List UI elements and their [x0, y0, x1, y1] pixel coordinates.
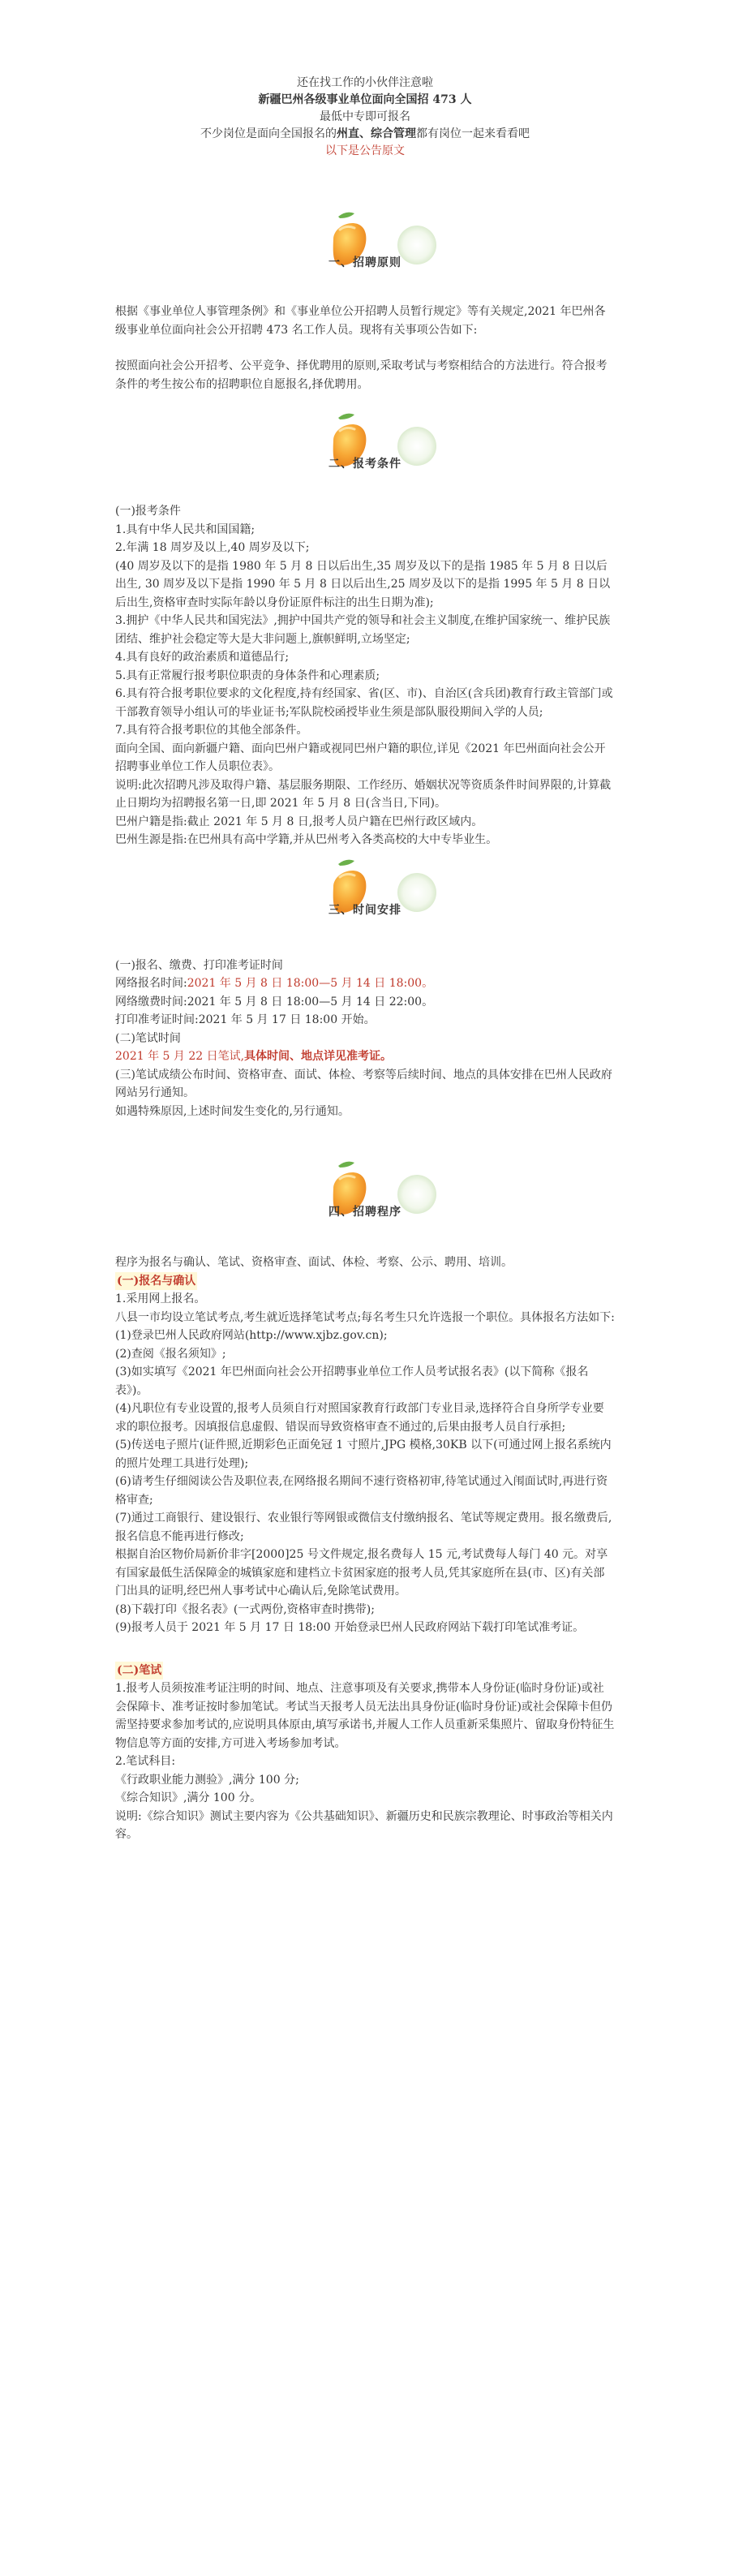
s4-line: 《综合知识》,满分 100 分。 [115, 1791, 262, 1804]
intro-line-4-c: 都有岗位一起来看看吧 [416, 127, 530, 140]
intro-line-5: 以下是公告原文 [325, 144, 405, 157]
s4-heading-2-text: (二)笔试 [115, 1662, 163, 1680]
intro-block [0, 0, 730, 160]
section-3-content [0, 957, 730, 1121]
s4-line: 1.报考人员须按准考证注明的时间、地点、注意事项及有关要求,携带本人身份证(临时身份证)或社会保障卡、准考证按时参加笔试。考试当天报考人员无法出具身份证(临时身份证)或社会保障卡但仍需坚持要求参加考试的,应说明具体原由,填写承诺书,并履人工作人员重新采集照片、留取身份特征生物信息等方面的安排,方可进入考场参加考试。 [115, 1682, 615, 1750]
s3-line: (三)笔试成绩公布时间、资格审查、面试、体检、考察等后续时间、地点的具体安排在巴州人民政府网站另行通知。 [115, 1068, 612, 1099]
s3-exam-note: 具体时间、地点详见准考证。 [244, 1050, 393, 1063]
s4-line: (9)报考人员于 2021 年 5 月 17 日 18:00 开始登录巴州人民政府网站下载打印笔试准考证。 [115, 1621, 585, 1634]
section-2-content [0, 502, 730, 849]
s4-line: (1)登录巴州人民政府网站(http://www.xjbz.gov.cn); [115, 1329, 388, 1342]
s4-heading-1 [115, 1272, 615, 1291]
s4-line: (8)下载打印《报名表》(一式两份,资格审查时携带); [115, 1602, 375, 1616]
section-4-header [0, 1155, 730, 1229]
s3-line-registration [115, 974, 615, 993]
s4-line: (6)请考生仔细阅读公告及职位表,在网络报名期间不速行资格初审,待笔试通过入闱面试时,再进行资格审查; [115, 1475, 608, 1507]
section-3-title: 三、时间安排 [328, 903, 402, 917]
s2-line: 7.具有符合报考职位的其他全部条件。 [115, 724, 308, 737]
s4-line: 2.笔试科目: [115, 1755, 176, 1768]
s4-line: 《行政职业能力测验》,满分 100 分; [115, 1773, 299, 1787]
s4-heading-2 [115, 1662, 615, 1680]
s2-line: 3.拥护《中华人民共和国宪法》,拥护中国共产党的领导和社会主义制度,在维护国家统一、维护民族团结、维护社会稳定等大是大非问题上,旗帜鲜明,立场坚定; [115, 614, 611, 646]
s4-line: (3)如实填写《2021 年巴州面向社会公开招聘事业单位工作人员考试报名表》(以下简称《报名表》)。 [115, 1365, 589, 1397]
intro-line-4-b: 州直、综合管理 [337, 127, 416, 140]
s2-line: 5.具有正常履行报考职位职责的身体条件和心理素质; [115, 669, 380, 682]
s2-line: 巴州生源是指:在巴州具有高中学籍,并从巴州考入各类高校的大中专毕业生。 [115, 833, 498, 846]
s2-line: 说明:此次招聘凡涉及取得户籍、基层服务期限、工作经历、婚姻状况等资质条件时间界限的,计算截止日期均为招聘报名第一日,即 2021 年 5 月 8 日(含当日,下同)。 [115, 778, 612, 810]
s3-exam-date: 2021 年 5 月 22 日笔试, [115, 1050, 245, 1063]
s2-line: 2.年满 18 周岁及以上,40 周岁及以下; [115, 541, 310, 554]
s4-line: 1.采用网上报名。 [115, 1292, 206, 1305]
s4-line: 说明:《综合知识》测试主要内容为《公共基础知识》、新疆历史和民族宗教理论、时事政治等相关内容。 [115, 1809, 613, 1841]
s4-line: (5)传送电子照片(证件照,近期彩色正面免冠 1 寸照片,JPG 模格,30KB 以下(可通过网上报名系统内的照片处理工具进行处理); [115, 1439, 612, 1470]
s3-line: (一)报名、缴费、打印准考证时间 [115, 958, 283, 972]
section-4-content [0, 1254, 730, 1844]
s4-line: 程序为报名与确认、笔试、资格审查、面试、体检、考察、公示、聘用、培训。 [115, 1256, 513, 1269]
section-1-header [0, 205, 730, 280]
intro-line-4-a: 不少岗位是面向全国报名的 [200, 127, 337, 140]
s4-line: (7)通过工商银行、建设银行、农业银行等网银或微信支付缴纳报名、笔试等规定费用。报名缴费后,报名信息不能再进行修改; [115, 1512, 612, 1543]
s4-line: 根据自治区物价局新价非字[2000]25 号文件规定,报名费每人 15 元,考试费每人每门 40 元。对享有国家最低生活保障金的城镇家庭和建档立卡贫困家庭的报考人员,凭其家庭所在县(市、区)有关部门出具的证明,经巴州人事考试中心确认后,免除笔试费用。 [115, 1548, 608, 1598]
s2-line: 巴州户籍是指:截止 2021 年 5 月 8 日,报考人员户籍在巴州行政区域内。 [115, 815, 483, 828]
s1-paragraph-1: 根据《事业单位人事管理条例》和《事业单位公开招聘人员暂行规定》等有关规定,2021 年巴州各级事业单位面向社会公开招聘 473 名工作人员。现将有关事项公告如下: [115, 305, 606, 337]
s2-line: (一)报考条件 [115, 505, 181, 518]
section-1-title: 一、招聘原则 [328, 256, 402, 269]
intro-line-3: 最低中专即可报名 [320, 110, 410, 123]
s2-line: 面向全国、面向新疆户籍、面向巴州户籍或视同巴州户籍的职位,详见《2021 年巴州面向社会公开招聘事业单位工作人员职位表》。 [115, 742, 606, 773]
intro-headline: 新疆巴州各级事业单位面向全国招 473 人 [258, 93, 472, 106]
section-2-title: 二、报考条件 [328, 458, 402, 471]
s2-line: 6.具有符合报考职位要求的文化程度,持有经国家、省(区、市)、自治区(含兵团)教育行政主管部门或干部教育领导小组认可的毕业证书;军队院校函授毕业生须是部队服役期间入学的人员; [115, 687, 613, 719]
section-3-header [0, 853, 730, 927]
s3-registration-time: 2021 年 5 月 8 日 18:00—5 月 14 日 18:00。 [187, 977, 434, 990]
section-4-title: 四、招聘程序 [328, 1206, 402, 1219]
s2-line: (40 周岁及以下的是指 1980 年 5 月 8 日以后出生,35 周岁及以下的是指 1985 年 5 月 8 日以后出生, 30 周岁及以下是指 1990 年 5 月 8 日以后出生,25 周岁及以下的是指 1995 年 5 月 8 日以后出生,资格审查时实际年龄以身份证原件标注的出生日期为准); [115, 559, 611, 609]
s4-line: 八县一市均设立笔试考点,考生就近选择笔试考点;每名考生只允许选报一个职位。具体报名方法如下: [115, 1310, 615, 1324]
section-2-header [0, 406, 730, 481]
s4-heading-1-text: (一)报名与确认 [115, 1272, 197, 1291]
s4-line: (2)查阅《报名须知》; [115, 1347, 226, 1361]
s3-registration-label: 网络报名时间: [115, 977, 187, 990]
s3-line: 打印准考证时间:2021 年 5 月 17 日 18:00 开始。 [115, 1013, 376, 1026]
intro-line-4 [0, 126, 730, 143]
s3-line: 如遇特殊原因,上述时间发生变化的,另行通知。 [115, 1104, 350, 1118]
s3-line: (二)笔试时间 [115, 1031, 181, 1045]
s3-line-exam-date [115, 1047, 615, 1066]
intro-line-1: 还在找工作的小伙伴注意啦 [297, 76, 433, 89]
s2-line: 1.具有中华人民共和国国籍; [115, 523, 256, 536]
s1-paragraph-2: 按照面向社会公开招考、公平竞争、择优聘用的原则,采取考试与考察相结合的方法进行。符合报考条件的考生按公布的招聘职位自愿报名,择优聘用。 [115, 359, 608, 391]
section-1-content [0, 303, 730, 393]
s2-line: 4.具有良好的政治素质和道德品行; [115, 651, 290, 664]
s4-line: (4)凡职位有专业设置的,报考人员须自行对照国家教育行政部门专业目录,选择符合自身所学专业要求的职位报考。因填报信息虚假、错误而导致资格审查不通过的,后果由报考人员自行承担; [115, 1402, 604, 1434]
s3-line: 网络缴费时间:2021 年 5 月 8 日 18:00—5 月 14 日 22:00。 [115, 995, 434, 1008]
